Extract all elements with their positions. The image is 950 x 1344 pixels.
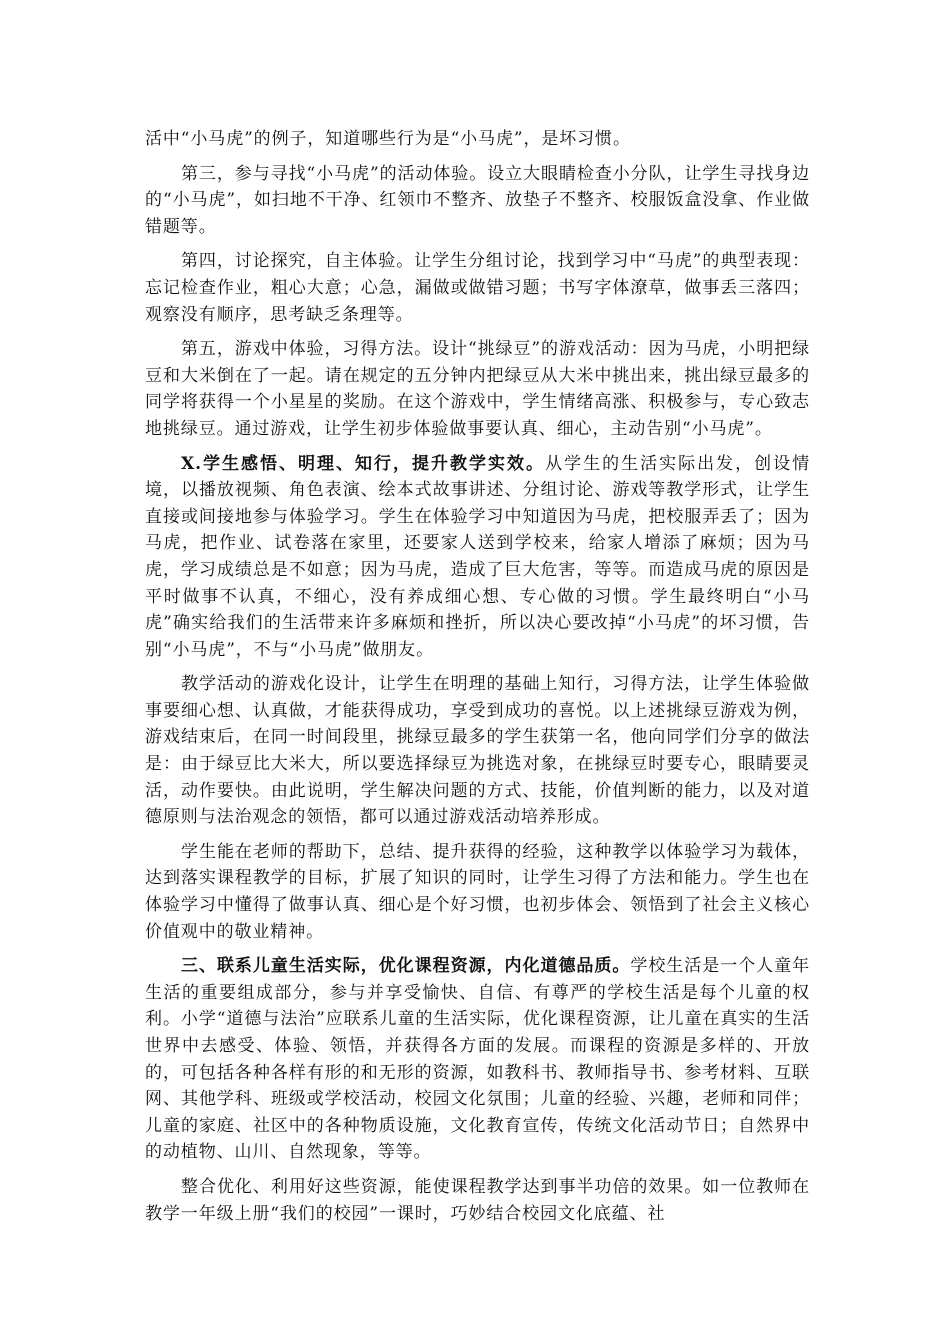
paragraph-text: 第三，参与寻找“小马虎”的活动体验。设立大眼睛检查小分队，让学生寻找身边的“小马虎”，如扫地不干净、红领巾不整齐、放垫子不整齐、校服饭盒没拿、作业做错题等。 [145, 163, 810, 237]
paragraph-text: 教学活动的游戏化设计，让学生在明理的基础上知行，习得方法，让学生体验做事要细心想、认真做，才能获得成功，享受到成功的喜悦。以上述挑绿豆游戏为例，游戏结束后，在同一时间段里，挑绿豆最多的学生获第一名，他向同学们分享的做法是：由于绿豆比大米大，所以要选择绿豆为挑选对象，在挑绿豆时要专心，眼睛要灵活，动作要快。由此说明，学生解决问题的方式、技能，价值判断的能力，以及对道德原则与法治观念的领悟，都可以通过游戏活动培养形成。 [145, 674, 810, 828]
paragraph-6 [145, 671, 810, 831]
paragraph-text: 从学生的生活实际出发，创设情境，以播放视频、角色表演、绘本式故事讲述、分组讨论、游戏等教学形式，让学生直接或间接地参与体验学习。学生在体验学习中知道因为马虎，把校服弄丢了；因为马虎，把作业、试卷落在家里，还要家人送到学校来，给家人增添了麻烦；因为马虎，学习成绩总是不如意；因为马虎，造成了巨大危害，等等。而造成马虎的原因是平时做事不认真，不细心，没有养成细心想、专心做的习惯。学生最终明白“小马虎”确实给我们的生活带来许多麻烦和挫折，所以决心要改掉“小马虎”的坏习惯，告别“小马虎”，不与“小马虎”做朋友。 [145, 453, 810, 660]
paragraph-text: 学校生活是一个人童年生活的重要组成部分，参与并享受愉快、自信、有尊严的学校生活是每个儿童的权利。小学“道德与法治”应联系儿童的生活实际，优化课程资源，让儿童在真实的生活世界中去感受、体验、领悟，并获得各方面的发展。而课程的资源是多样的、开放的，可包括各种各样有形的和无形的资源，如教科书、教师指导书、参考材料、互联网、其他学科、班级或学校活动，校园文化氛围；儿童的经验、兴趣，老师和同伴；儿童的家庭、社区中的各种物质设施，文化教育宣传，传统文化活动节日；自然界中的动植物、山川、自然现象，等等。 [145, 956, 811, 1163]
paragraph-2 [145, 161, 810, 241]
section-lead-heading: X.学生感悟、明理、知行，提升教学实效。 [181, 453, 546, 474]
paragraph-text: 第五，游戏中体验，习得方法。设计“挑绿豆”的游戏活动：因为马虎，小明把绿豆和大米倒在了一起。请在规定的五分钟内把绿豆从大米中挑出来，挑出绿豆最多的同学将获得一个小星星的奖励。在这个游戏中，学生情绪高涨、积极参与，专心致志地挑绿豆。通过游戏，让学生初步体验做事要认真、细心，主动告别“小马虎”。 [145, 339, 810, 439]
paragraph-text: 活中“小马虎”的例子，知道哪些行为是“小马虎”，是坏习惯。 [145, 129, 631, 149]
paragraph-4 [145, 336, 810, 442]
paragraph-1 [145, 126, 810, 153]
paragraph-9 [145, 1174, 810, 1227]
document-page [145, 126, 810, 1235]
paragraph-7 [145, 839, 810, 945]
paragraph-5 [145, 451, 810, 664]
paragraph-3 [145, 248, 810, 328]
paragraph-text: 第四，讨论探究，自主体验。让学生分组讨论，找到学习中“马虎”的典型表现：忘记检查作业，粗心大意；心急，漏做或做错习题；书写字体潦草，做事丢三落四；观察没有顺序，思考缺乏条理等。 [145, 251, 810, 325]
paragraph-text: 整合优化、利用好这些资源，能使课程教学达到事半功倍的效果。如一位教师在教学一年级上册“我们的校园”一课时，巧妙结合校园文化底蕴、社 [145, 1176, 810, 1224]
paragraph-8 [145, 953, 810, 1166]
section-heading-three: 三、联系儿童生活实际，优化课程资源，内化道德品质。 [181, 956, 631, 977]
paragraph-text: 学生能在老师的帮助下，总结、提升获得的经验，这种教学以体验学习为载体，达到落实课程教学的目标，扩展了知识的同时，让学生习得了方法和能力。学生也在体验学习中懂得了做事认真、细心是个好习惯，也初步体会、领悟到了社会主义核心价值观中的敬业精神。 [145, 841, 810, 942]
